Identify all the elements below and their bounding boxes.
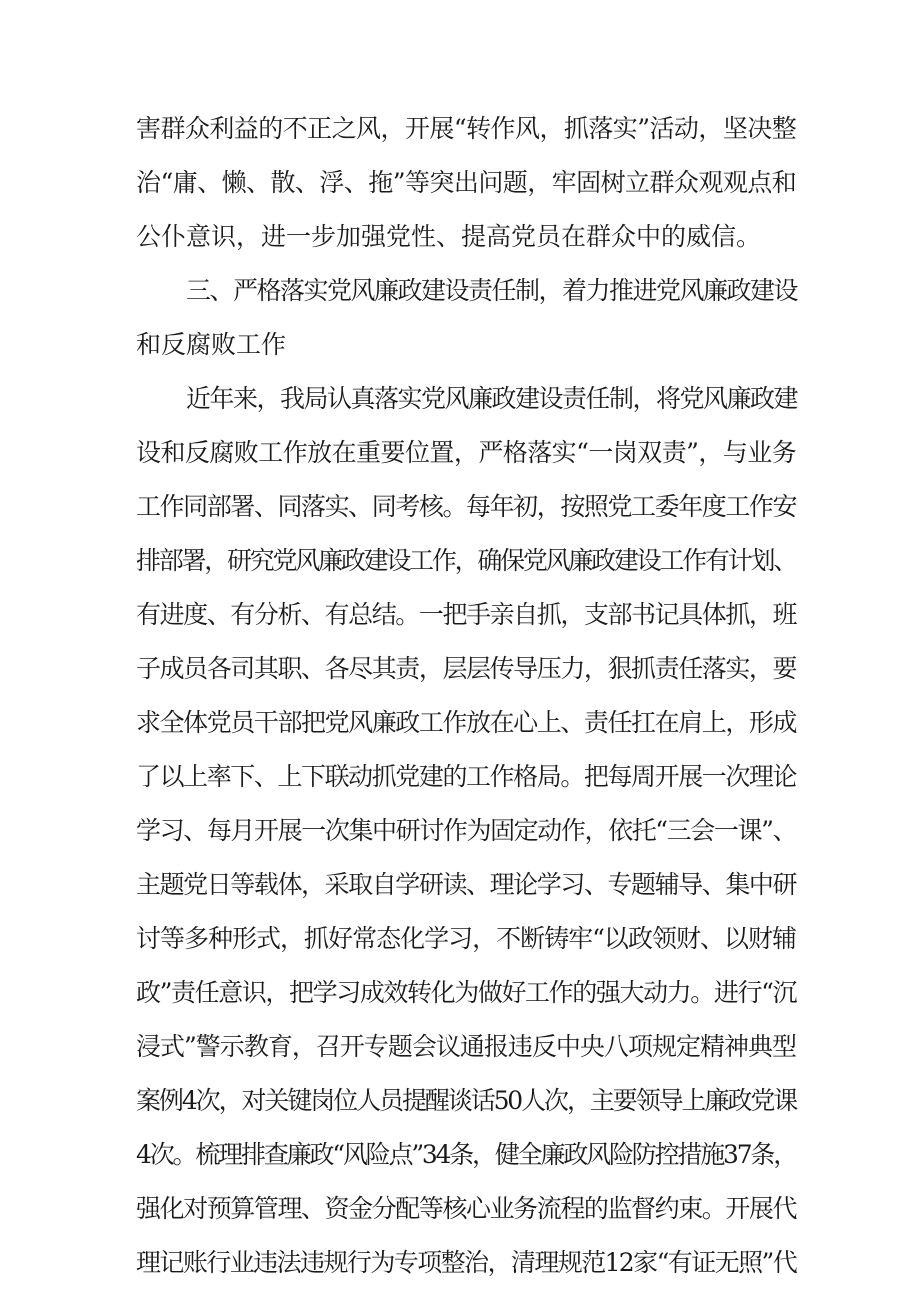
text-line: 讨等多种形式，抓好常态化学习，不断铸牢“以政领财、以财辅 [136,924,796,953]
section-heading-line: 三、严格落实党风廉政建设责任制，着力推进党风廉政建设 [186,276,798,305]
text-line: 主题党日等载体，采取自学研读、理论学习、专题辅导、集中研 [136,870,796,899]
text-line: 强化对预算管理、资金分配等核心业务流程的监督约束。开展代 [136,1194,796,1223]
text-line: 求全体党员干部把党风廉政工作放在心上、责任扛在肩上，形成 [136,708,796,737]
section-heading-line: 和反腐败工作 [136,330,287,359]
text-line: 治“庸、懒、散、浮、拖”等突出问题，牢固树立群众观观点和 [136,168,796,197]
text-line: 害群众利益的不正之风，开展“转作风，抓落实”活动，坚决整 [136,114,796,143]
text-line: 有进度、有分析、有总结。一把手亲自抓，支部书记具体抓，班 [136,600,796,629]
text-line: 子成员各司其职、各尽其责，层层传导压力，狠抓责任落实，要 [136,654,796,683]
text-line: 学习、每月开展一次集中研讨作为固定动作，依托“三会一课”、 [136,816,796,845]
text-line: 4次。梳理排查廉政“风险点”34条，健全廉政风险防控措施37条， [136,1140,796,1169]
text-line: 近年来，我局认真落实党风廉政建设责任制，将党风廉政建 [186,384,798,413]
text-line: 政”责任意识，把学习成效转化为做好工作的强大动力。进行“沉 [136,978,796,1007]
text-line: 理记账行业违法违规行为专项整治，清理规范12家“有证无照”代 [136,1248,796,1277]
text-line: 了以上率下、上下联动抓党建的工作格局。把每周开展一次理论 [136,762,796,791]
text-line: 排部署，研究党风廉政建设工作，确保党风廉政建设工作有计划、 [136,546,796,575]
text-line: 工作同部署、同落实、同考核。每年初，按照党工委年度工作安 [136,492,796,521]
text-line: 案例4次，对关键岗位人员提醒谈话50人次，主要领导上廉政党课 [136,1086,796,1115]
text-line: 设和反腐败工作放在重要位置，严格落实“一岗双责”，与业务 [136,438,796,467]
text-line: 公仆意识，进一步加强党性、提高党员在群众中的威信。 [136,222,762,251]
text-line: 浸式”警示教育，召开专题会议通报违反中央八项规定精神典型 [136,1032,796,1061]
